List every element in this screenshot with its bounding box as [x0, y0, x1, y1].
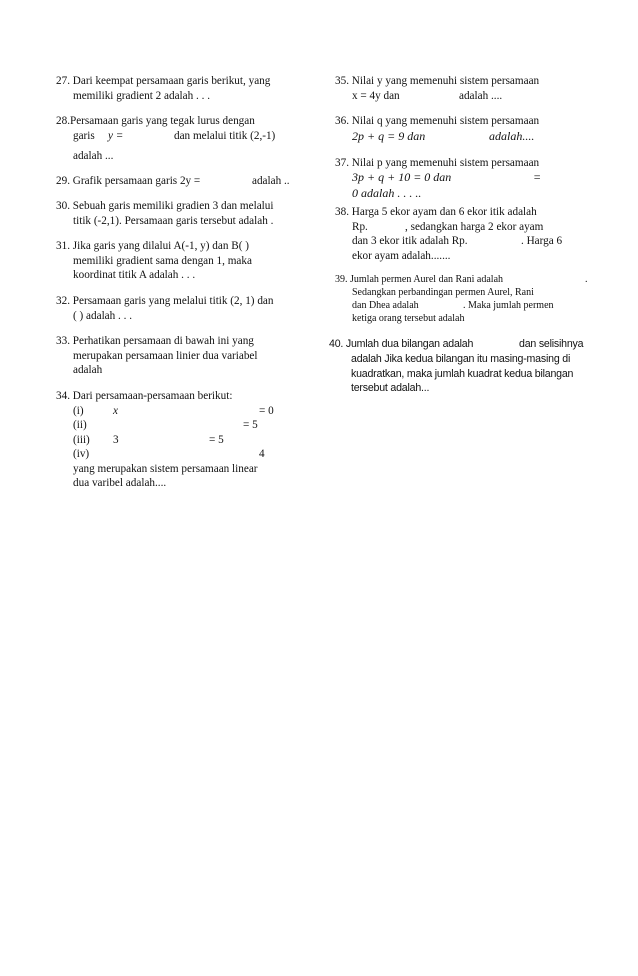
question-38-line3 — [335, 234, 603, 249]
question-32-line1: 32. Persamaan garis yang melalui titik (2, 1) dan — [56, 294, 274, 307]
question-28-line2-rest: dan melalui titik (2,-1) — [174, 129, 276, 142]
question-32-line2: ( ) adalah . . . — [73, 309, 133, 322]
option-equals: = 5 — [209, 433, 224, 446]
question-34-line1: 34. Dari persamaan-persamaan berikut: — [56, 389, 233, 402]
question-29-rest: adalah .. — [252, 175, 290, 188]
option-equals: = 5 — [243, 419, 258, 432]
question-36 — [335, 114, 603, 145]
question-39-line3 — [335, 300, 603, 313]
question-34 — [56, 389, 314, 491]
question-40-line2: adalah Jika kedua bilangan itu masing-masing di — [351, 352, 571, 365]
question-40-line1b: dan selisihnya — [519, 338, 584, 351]
question-32 — [56, 294, 314, 323]
option-expression: x — [113, 404, 118, 417]
option-equals: 4 — [259, 448, 265, 461]
left-column — [56, 74, 314, 502]
question-33-line3: adalah — [73, 364, 103, 377]
question-38-line2b: , sedangkan harga 2 ekor ayam — [405, 220, 544, 233]
question-39-line2: Sedangkan perbandingan permen Aurel, Rani — [352, 287, 534, 299]
question-28-garis: garis — [73, 129, 95, 142]
question-36-line2 — [335, 129, 603, 145]
question-39-line3a: dan Dhea adalah — [352, 299, 419, 311]
question-37-line3: 0 adalah . . . .. — [352, 186, 422, 201]
question-34-option-4 — [73, 447, 314, 462]
question-28-y-equation: y = — [108, 129, 124, 142]
question-31-line3: koordinat titik A adalah . . . — [73, 269, 196, 282]
question-40-line3: kuadratkan, maka jumlah kuadrat kedua bilangan — [351, 367, 574, 380]
question-28-line1: 28.Persamaan garis yang tegak lurus dengan — [56, 115, 255, 128]
question-37-line1: 37. Nilai p yang memenuhi sistem persamaan — [335, 156, 540, 169]
question-28 — [56, 114, 314, 163]
question-38-line3a: dan 3 ekor itik adalah Rp. — [352, 235, 468, 248]
question-39-line1b: . — [585, 274, 588, 286]
question-38-line4: ekor ayam adalah....... — [352, 249, 451, 262]
question-30-line1: 30. Sebuah garis memiliki gradien 3 dan melalui — [56, 199, 274, 212]
question-34-option-2 — [73, 418, 314, 433]
question-38-line2a: Rp. — [352, 220, 368, 233]
question-30-line2: titik (-2,1). Persamaan garis tersebut adalah . — [73, 214, 274, 227]
option-tag: (ii) — [73, 419, 87, 432]
question-31-line2: memiliki gradient sama dengan 1, maka — [73, 254, 252, 267]
question-34-options — [56, 404, 314, 462]
option-tag: (iii) — [73, 433, 90, 446]
question-34-option-3 — [73, 433, 314, 448]
question-40-line4: tersebut adalah... — [351, 382, 430, 395]
question-38 — [335, 205, 603, 263]
question-35-line2 — [335, 89, 603, 104]
option-tag: (iv) — [73, 448, 90, 461]
question-28-line2 — [56, 129, 314, 147]
question-30 — [56, 199, 314, 228]
question-35-line2b: adalah .... — [459, 89, 503, 102]
question-35-line1: 35. Nilai y yang memenuhi sistem persamaan — [335, 75, 540, 87]
question-37-line2b: = — [533, 170, 542, 185]
option-expression: 3 — [113, 433, 119, 446]
question-33-line2: merupakan persamaan linier dua variabel — [73, 349, 258, 362]
question-27-line1: 27. Dari keempat persamaan garis berikut, yang — [56, 75, 271, 87]
question-38-line3b: . Harga 6 — [521, 235, 563, 248]
question-40-line1a: 40. Jumlah dua bilangan adalah — [329, 338, 474, 351]
question-27-line2: memiliki gradient 2 adalah . . . — [73, 89, 211, 102]
question-34-option-1 — [73, 404, 314, 419]
question-35-line2a: x = 4y dan — [352, 89, 400, 102]
question-35 — [335, 74, 603, 103]
question-38-line1: 38. Harga 5 ekor ayam dan 6 ekor itik adalah — [335, 205, 537, 218]
question-29-text: 29. Grafik persamaan garis 2y = — [56, 175, 201, 188]
question-31 — [56, 239, 314, 283]
question-29 — [56, 174, 314, 189]
question-31-line1: 31. Jika garis yang dilalui A(-1, y) dan B( ) — [56, 240, 249, 253]
option-tag: (i) — [73, 404, 84, 417]
question-36-line2a: 2p + q = 9 dan — [352, 128, 426, 143]
question-37-line2a: 3p + q + 10 = 0 dan — [352, 170, 452, 185]
right-column — [329, 74, 603, 407]
question-39-line3b: . Maka jumlah permen — [463, 299, 554, 311]
question-33 — [56, 334, 314, 378]
question-37 — [335, 156, 603, 201]
question-34-line7: dua varibel adalah.... — [73, 477, 167, 490]
option-equals: = 0 — [259, 404, 274, 417]
question-36-line2b: adalah.... — [489, 128, 535, 143]
question-39-line1a: 39. Jumlah permen Aurel dan Rani adalah — [335, 274, 504, 286]
question-33-line1: 33. Perhatikan persamaan di bawah ini yang — [56, 335, 254, 348]
question-40 — [329, 337, 603, 395]
question-38-line2 — [335, 220, 603, 235]
question-36-line1: 36. Nilai q yang memenuhi sistem persamaan — [335, 115, 540, 128]
question-39 — [335, 274, 603, 325]
question-39-line4: ketiga orang tersebut adalah — [352, 312, 465, 324]
question-27 — [56, 74, 314, 103]
question-40-line1 — [329, 337, 603, 352]
question-37-line2 — [335, 170, 603, 186]
question-34-line6: yang merupakan sistem persamaan linear — [73, 462, 258, 475]
question-28-line3: adalah ... — [73, 149, 114, 162]
question-39-line1 — [335, 274, 603, 287]
